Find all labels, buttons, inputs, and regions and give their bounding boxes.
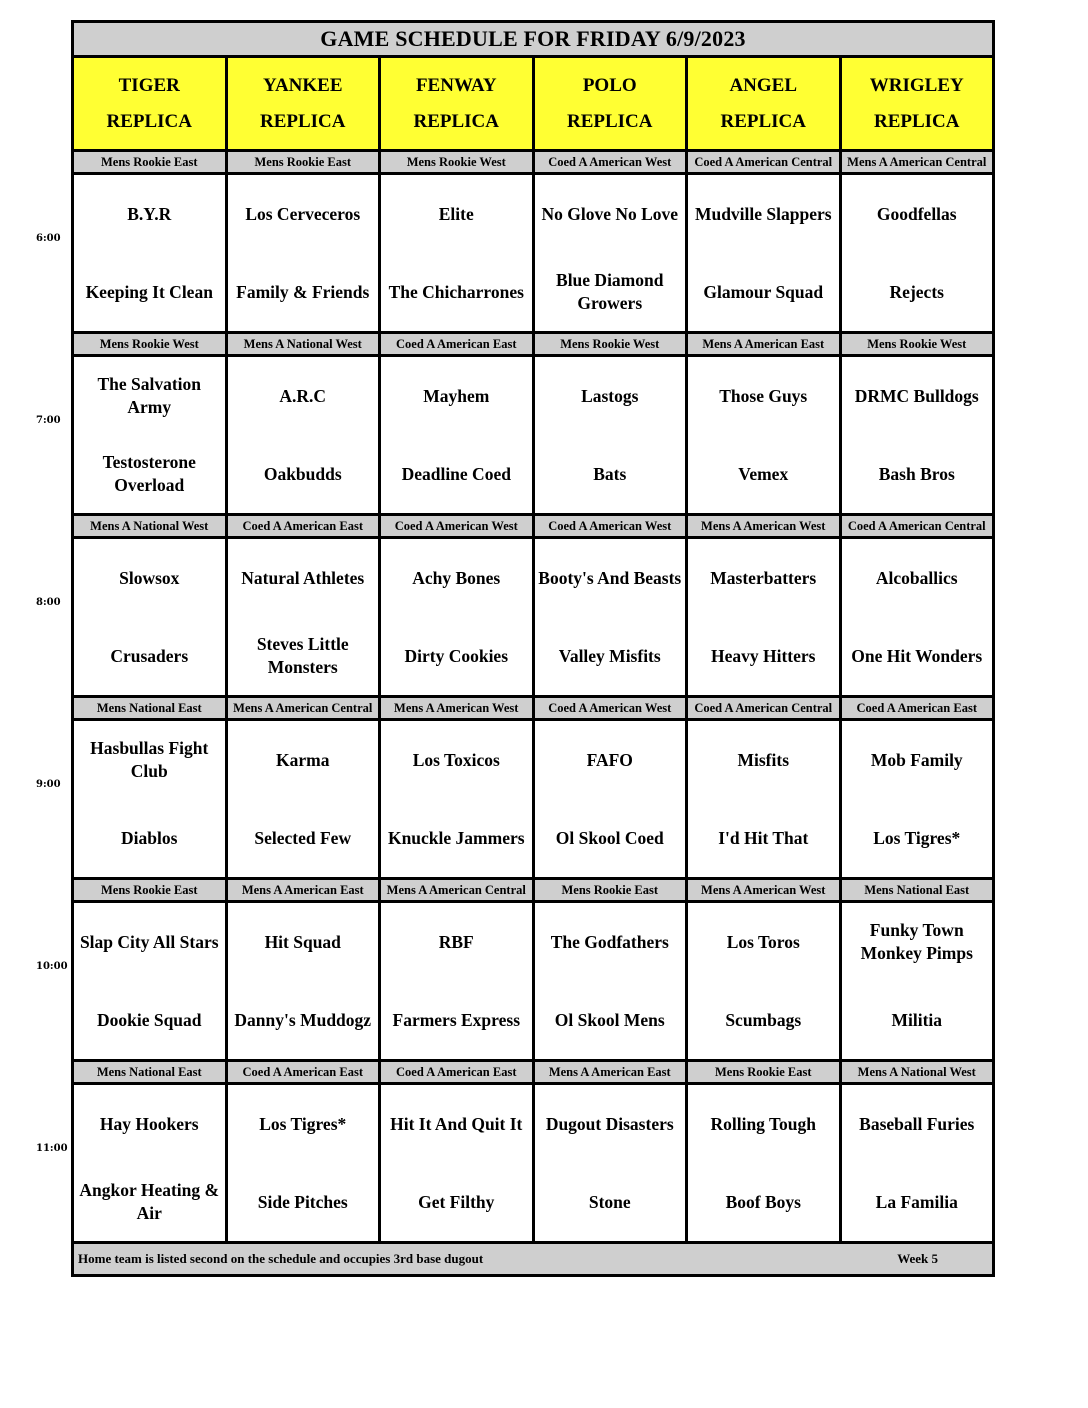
division-label: Mens Rookie East xyxy=(535,880,689,900)
away-team: Mayhem xyxy=(423,385,490,406)
division-label: Mens National East xyxy=(864,882,970,897)
away-team: Lastogs xyxy=(581,385,639,406)
home-team: Angkor Heating & Air xyxy=(79,1180,220,1223)
game-cell xyxy=(381,903,535,1059)
away-team: Baseball Furies xyxy=(859,1113,975,1134)
game-cell xyxy=(842,903,993,1059)
division-label: Mens A American West xyxy=(381,698,535,718)
division-row xyxy=(74,880,992,903)
away-team: Alcoballics xyxy=(875,567,958,588)
away-team: Los Toros xyxy=(726,931,800,952)
division-label: Mens A American West xyxy=(688,516,842,536)
time-slot-block xyxy=(36,1062,992,1244)
away-team: Karma xyxy=(276,749,330,770)
home-team: Heavy Hitters xyxy=(711,645,816,666)
game-cell xyxy=(842,357,993,513)
page-title: GAME SCHEDULE FOR FRIDAY 6/9/2023 xyxy=(74,23,992,58)
division-label: Coed A American East xyxy=(856,700,977,715)
field-name: ANGEL xyxy=(729,74,798,96)
game-row xyxy=(36,721,992,880)
division-label: Mens Rookie West xyxy=(867,336,967,351)
field-name: WRIGLEY xyxy=(869,74,964,96)
division-label: Mens A American West xyxy=(688,880,842,900)
away-team: B.Y.R xyxy=(127,203,172,224)
game-cell xyxy=(228,721,382,877)
game-cell xyxy=(381,1085,535,1241)
week-label: Week 5 xyxy=(897,1251,938,1266)
time-slot-block xyxy=(36,880,992,1062)
time-label: 10:00 xyxy=(36,961,68,972)
away-team: Hit Squad xyxy=(264,931,341,952)
field-header-yankee xyxy=(228,58,382,149)
division-label: Coed A American West xyxy=(535,152,689,172)
division-label: Mens A American East xyxy=(688,334,842,354)
game-row xyxy=(36,175,992,334)
away-team: Elite xyxy=(438,203,474,224)
home-team: Glamour Squad xyxy=(703,281,824,302)
division-label: Coed A American East xyxy=(228,516,382,536)
home-team: Stone xyxy=(588,1191,631,1212)
division-label: Mens A American Central xyxy=(228,698,382,718)
home-team: Farmers Express xyxy=(392,1009,520,1030)
division-label: Mens A National West xyxy=(228,334,382,354)
division-row xyxy=(74,516,992,539)
division-label: Mens Rookie East xyxy=(74,880,228,900)
division-label: Mens A American Central xyxy=(381,880,535,900)
game-cell xyxy=(381,539,535,695)
division-row xyxy=(74,1062,992,1085)
home-team: Ol Skool Coed xyxy=(555,827,664,848)
away-team: Funky Town Monkey Pimps xyxy=(860,920,973,963)
game-cell xyxy=(535,539,689,695)
game-cell xyxy=(535,903,689,1059)
time-slot-block xyxy=(36,334,992,516)
game-row xyxy=(36,357,992,516)
game-cell xyxy=(228,175,382,331)
field-sub: REPLICA xyxy=(106,110,192,132)
field-header-polo xyxy=(535,58,689,149)
away-team: Rolling Tough xyxy=(710,1113,817,1134)
game-cell xyxy=(228,1085,382,1241)
time-slots xyxy=(36,152,992,1244)
away-team: Those Guys xyxy=(719,385,808,406)
division-label: Coed A American West xyxy=(381,516,535,536)
game-cell xyxy=(381,175,535,331)
game-cell xyxy=(228,539,382,695)
home-team: Militia xyxy=(891,1009,943,1030)
home-team: I'd Hit That xyxy=(718,827,809,848)
game-cell xyxy=(688,903,842,1059)
game-cell xyxy=(688,721,842,877)
field-header-wrigley xyxy=(842,58,993,149)
field-name: POLO xyxy=(582,74,637,96)
home-team: Los Tigres* xyxy=(873,827,961,848)
time-slot-block xyxy=(36,152,992,334)
division-label: Mens A American East xyxy=(535,1062,689,1082)
field-sub: REPLICA xyxy=(720,110,806,132)
away-team: Goodfellas xyxy=(876,203,957,224)
home-team: Dirty Cookies xyxy=(404,645,509,666)
division-label: Coed A American Central xyxy=(688,698,842,718)
home-team: Crusaders xyxy=(110,645,189,666)
game-cell xyxy=(74,903,228,1059)
division-label: Coed A American Central xyxy=(847,518,986,533)
game-cell xyxy=(842,1085,993,1241)
home-team: Steves Little Monsters xyxy=(256,634,349,677)
field-header-fenway xyxy=(381,58,535,149)
home-team: Rejects xyxy=(889,281,944,302)
field-header-row xyxy=(74,58,992,152)
home-team: La Familia xyxy=(875,1191,958,1212)
home-team: Get Filthy xyxy=(418,1191,495,1212)
away-team: FAFO xyxy=(586,749,633,770)
away-team: Dugout Disasters xyxy=(545,1113,674,1134)
time-slot-block xyxy=(36,516,992,698)
division-label: Coed A American West xyxy=(535,698,689,718)
field-header-tiger xyxy=(74,58,228,149)
division-label: Mens A American East xyxy=(228,880,382,900)
game-cell xyxy=(535,1085,689,1241)
footer-note: Home team is listed second on the schedule and occupies 3rd base dugout xyxy=(78,1251,484,1266)
home-team: Bats xyxy=(593,463,627,484)
home-team: Boof Boys xyxy=(725,1191,801,1212)
away-team: Los Tigres* xyxy=(259,1113,347,1134)
time-label: 8:00 xyxy=(36,597,61,608)
home-team: Selected Few xyxy=(254,827,352,848)
game-row xyxy=(36,903,992,1062)
field-name: TIGER xyxy=(118,74,180,96)
away-team: Mudville Slappers xyxy=(694,203,832,224)
division-label: Mens A National West xyxy=(857,1064,976,1079)
home-team: Family & Friends xyxy=(236,281,370,302)
away-team: RBF xyxy=(438,931,474,952)
away-team: Mob Family xyxy=(870,749,963,770)
home-team: Ol Skool Mens xyxy=(554,1009,665,1030)
home-team: Testosterone Overload xyxy=(102,452,196,495)
away-team: The Salvation Army xyxy=(97,374,202,417)
game-cell xyxy=(74,721,228,877)
division-label: Mens Rookie East xyxy=(688,1062,842,1082)
home-team: Side Pitches xyxy=(257,1191,348,1212)
game-row xyxy=(36,1085,992,1244)
game-cell xyxy=(688,357,842,513)
away-team: Natural Athletes xyxy=(241,567,365,588)
game-cell xyxy=(842,539,993,695)
away-team: DRMC Bulldogs xyxy=(854,385,979,406)
game-cell xyxy=(381,357,535,513)
division-label: Mens Rookie West xyxy=(535,334,689,354)
away-team: Misfits xyxy=(737,749,790,770)
schedule-table xyxy=(36,20,995,1277)
away-team: Slowsox xyxy=(119,567,180,588)
division-label: Mens Rookie East xyxy=(74,152,228,172)
field-name: FENWAY xyxy=(415,74,497,96)
home-team: Blue Diamond Growers xyxy=(556,270,664,313)
field-name: YANKEE xyxy=(262,74,343,96)
division-label: Mens Rookie West xyxy=(74,334,228,354)
home-team: Oakbudds xyxy=(263,463,342,484)
game-cell xyxy=(688,1085,842,1241)
game-cell xyxy=(842,175,993,331)
division-label: Coed A American East xyxy=(228,1062,382,1082)
home-team: Dookie Squad xyxy=(96,1009,202,1030)
division-label: Mens Rookie East xyxy=(228,152,382,172)
home-team: Diablos xyxy=(121,827,178,848)
division-label: Coed A American West xyxy=(535,516,689,536)
game-cell xyxy=(381,721,535,877)
home-team: Danny's Muddogz xyxy=(234,1009,372,1030)
time-label: 11:00 xyxy=(36,1143,68,1154)
game-cell xyxy=(228,357,382,513)
division-label: Coed A American Central xyxy=(688,152,842,172)
game-cell xyxy=(74,1085,228,1241)
home-team: Valley Misfits xyxy=(558,645,661,666)
game-cell xyxy=(535,357,689,513)
away-team: Slap City All Stars xyxy=(79,931,219,952)
home-team: Deadline Coed xyxy=(401,463,511,484)
footer xyxy=(74,1244,992,1274)
division-row xyxy=(74,334,992,357)
division-row xyxy=(74,152,992,175)
game-cell xyxy=(688,175,842,331)
away-team: Booty's And Beasts xyxy=(538,567,682,588)
home-team: Keeping It Clean xyxy=(85,281,213,302)
division-label: Mens National East xyxy=(74,698,228,718)
home-team: Scumbags xyxy=(725,1009,802,1030)
division-label: Coed A American East xyxy=(381,1062,535,1082)
home-team: One Hit Wonders xyxy=(851,645,983,666)
division-label: Mens A American Central xyxy=(847,154,987,169)
field-sub: REPLICA xyxy=(873,110,960,132)
game-cell xyxy=(688,539,842,695)
game-cell xyxy=(228,903,382,1059)
home-team: Bash Bros xyxy=(878,463,955,484)
field-sub: REPLICA xyxy=(259,110,346,132)
game-cell xyxy=(74,175,228,331)
time-label: 9:00 xyxy=(36,779,61,790)
division-label: Coed A American East xyxy=(381,334,535,354)
game-cell xyxy=(842,721,993,877)
time-label: 6:00 xyxy=(36,233,61,244)
away-team: Achy Bones xyxy=(412,567,501,588)
away-team: Masterbatters xyxy=(710,567,817,588)
home-team: The Chicharrones xyxy=(388,281,524,302)
division-label: Mens National East xyxy=(74,1062,228,1082)
field-sub: REPLICA xyxy=(413,110,499,132)
game-cell xyxy=(74,357,228,513)
game-row xyxy=(36,539,992,698)
away-team: Hasbullas Fight Club xyxy=(90,738,209,781)
division-label: Mens A National West xyxy=(74,516,228,536)
away-team: Los Toxicos xyxy=(412,749,500,770)
away-team: No Glove No Love xyxy=(541,203,679,224)
division-row xyxy=(74,698,992,721)
field-header-angel xyxy=(688,58,842,149)
game-cell xyxy=(535,175,689,331)
away-team: The Godfathers xyxy=(550,931,669,952)
time-slot-block xyxy=(36,698,992,880)
home-team: Knuckle Jammers xyxy=(387,827,525,848)
time-label: 7:00 xyxy=(36,415,61,426)
game-cell xyxy=(535,721,689,877)
away-team: Hay Hookers xyxy=(99,1113,199,1134)
field-sub: REPLICA xyxy=(566,110,653,132)
home-team: Vemex xyxy=(738,463,789,484)
away-team: Hit It And Quit It xyxy=(390,1113,523,1134)
away-team: Los Cerveceros xyxy=(245,203,361,224)
game-cell xyxy=(74,539,228,695)
away-team: A.R.C xyxy=(279,385,327,406)
division-label: Mens Rookie West xyxy=(381,152,535,172)
